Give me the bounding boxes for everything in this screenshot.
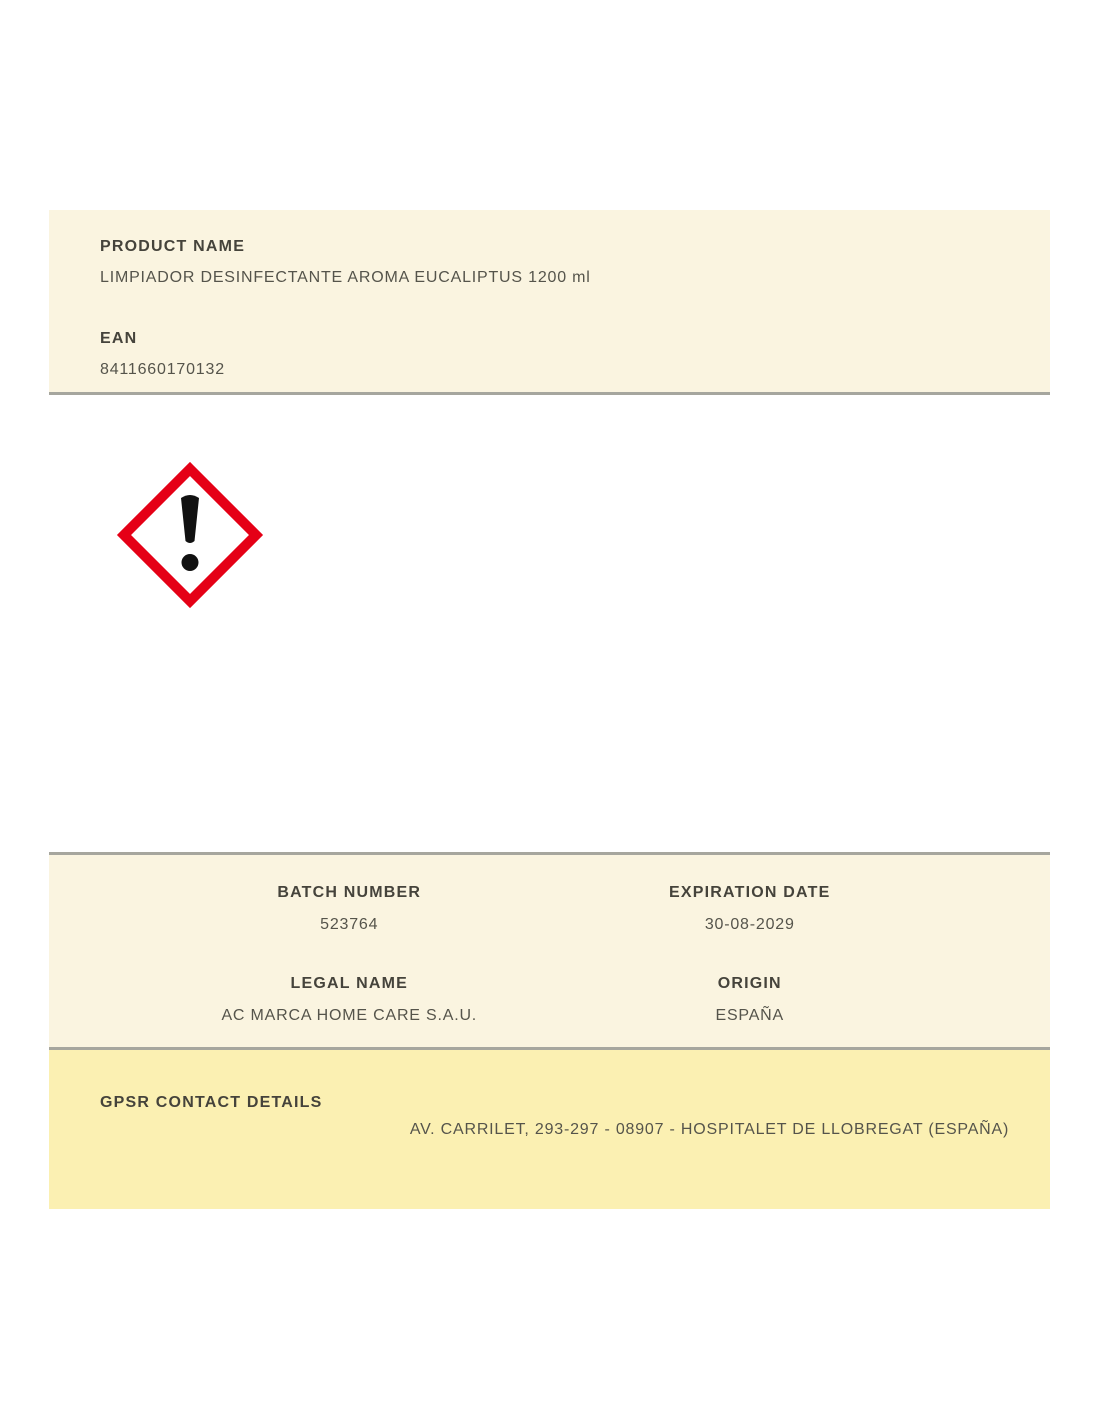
exclamation-dot	[182, 554, 199, 571]
gpsr-contact-label: GPSR CONTACT DETAILS	[100, 1094, 323, 1111]
ean-value: 8411660170132	[100, 361, 225, 378]
legal-name-cell	[149, 974, 550, 1025]
exclamation-mark-warning-icon	[114, 459, 266, 611]
batch-details-card	[49, 852, 1050, 1050]
origin-label: ORIGIN	[717, 975, 782, 992]
gpsr-label-wrap	[49, 1050, 369, 1112]
legal-name-label: LEGAL NAME	[290, 975, 408, 992]
ean-field	[100, 329, 1000, 379]
batch-number-label: BATCH NUMBER	[277, 884, 422, 901]
product-name-value: LIMPIADOR DESINFECTANTE AROMA EUCALIPTUS 1200 ml	[100, 269, 591, 286]
ghs-warning-pictogram	[114, 459, 266, 611]
origin-value: ESPAÑA	[715, 1007, 785, 1024]
product-name-field	[100, 237, 1000, 287]
ean-label: EAN	[100, 330, 138, 347]
details-grid	[149, 883, 950, 1025]
product-name-label: PRODUCT NAME	[100, 238, 246, 255]
batch-number-value: 523764	[320, 916, 379, 933]
origin-cell	[550, 974, 951, 1025]
product-info-card	[49, 210, 1050, 395]
expiration-date-label: EXPIRATION DATE	[669, 884, 831, 901]
batch-number-cell	[149, 883, 550, 934]
legal-name-value: AC MARCA HOME CARE S.A.U.	[221, 1007, 478, 1024]
gpsr-contact-value: AV. CARRILET, 293-297 - 08907 - HOSPITALET DE LLOBREGAT (ESPAÑA)	[409, 1121, 1010, 1138]
expiration-date-cell	[550, 883, 951, 934]
expiration-date-value: 30-08-2029	[704, 916, 795, 933]
gpsr-contact-card	[49, 1050, 1050, 1209]
